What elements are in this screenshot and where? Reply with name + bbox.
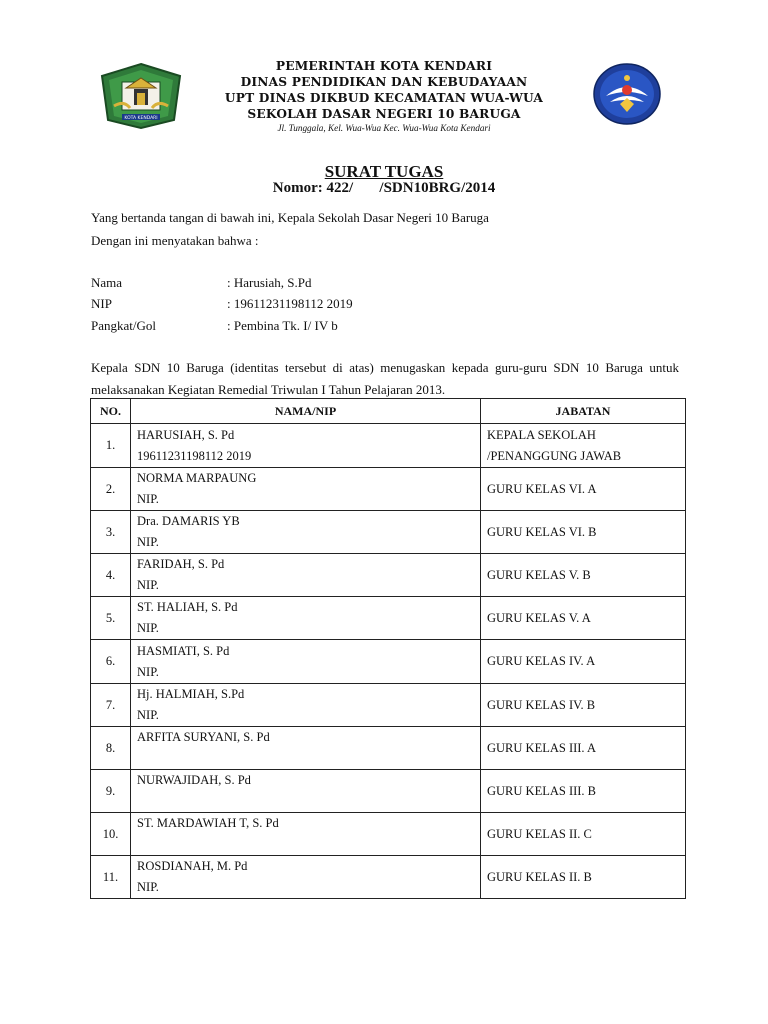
row-jabatan-line-1: GURU KELAS VI. B [487,524,597,539]
assignment-table [90,398,686,899]
row-number: 10. [91,813,131,856]
row-nip: NIP. [137,880,159,894]
assignment-paragraph: Kepala SDN 10 Baruga (identitas tersebut di atas) menugaskan kepada guru-guru SDN 10 Baruga untuk melaksanakan Kegiatan Remedial Triwulan I Tahun Pelajaran 2013. [91,360,679,397]
row-jabatan-line-1: GURU KELAS IV. A [487,654,596,668]
row-jabatan-line-1: GURU KELAS IV. B [487,697,596,712]
row-nama-nip [131,511,481,554]
logo-caption: KOTA KENDARI [124,116,158,121]
row-number: 9. [91,770,131,813]
row-nama-nip [131,424,481,468]
row-jabatan [481,511,686,554]
row-jabatan [481,856,686,899]
table-row [91,468,686,511]
field-label-nama: Nama [91,275,123,290]
row-number: 8. [91,727,131,770]
row-nama-nip [131,640,481,684]
row-nip [137,834,474,855]
letterhead [190,58,578,135]
field-value-pangkat: : Pembina Tk. I/ IV b [227,318,338,333]
letterhead-line-3: UPT DINAS DIKBUD KECAMATAN WUA-WUA [224,91,544,105]
row-jabatan [481,468,686,511]
row-number: 3. [91,511,131,554]
row-jabatan [481,684,686,727]
field-label-nip: NIP [91,296,112,311]
row-nama: ARFITA SURYANI, S. Pd [137,730,270,744]
field-value-nama: : Harusiah, S.Pd [227,275,312,290]
row-nama-nip [131,727,481,770]
row-jabatan [481,813,686,856]
row-number: 2. [91,468,131,511]
row-nip: 19611231198112 2019 [137,448,252,463]
letterhead-line-4: SEKOLAH DASAR NEGERI 10 BARUGA [247,107,521,121]
row-nama: Dra. DAMARIS YB [137,514,240,528]
field-value-nip: : 19611231198112 2019 [227,296,353,311]
row-nama: HASMIATI, S. Pd [137,643,230,658]
table-row [91,727,686,770]
letterhead-line-1: PEMERINTAH KOTA KENDARI [275,59,493,73]
table-body [91,424,686,899]
letterhead-address: Jl. Tunggala, Kel. Wua-Wua Kec. Wua-Wua Kota Kendari [277,123,491,133]
row-nama-nip [131,684,481,727]
row-nip: NIP. [137,492,159,506]
row-nip [137,791,474,812]
table-row [91,684,686,727]
row-number: 4. [91,554,131,597]
row-nip: NIP. [137,535,159,549]
row-jabatan [481,554,686,597]
row-jabatan [481,597,686,640]
row-number: 1. [91,424,131,468]
row-nama: ROSDIANAH, M. Pd [137,859,248,873]
table-row [91,640,686,684]
row-jabatan [481,770,686,813]
kota-kendari-logo-icon [100,62,182,130]
table-row [91,597,686,640]
row-jabatan-line-1: KEPALA SEKOLAH [487,427,596,442]
row-jabatan-line-2: /PENANGGUNG JAWAB [487,448,622,463]
row-nama: ST. HALIAH, S. Pd [137,600,238,614]
tut-wuri-handayani-logo-icon [592,62,662,126]
row-nama-nip [131,597,481,640]
table-row [91,424,686,468]
row-jabatan-line-1: GURU KELAS III. B [487,783,597,798]
table-row [91,813,686,856]
row-nama: HARUSIAH, S. Pd [137,427,235,442]
row-jabatan-line-1: GURU KELAS II. C [487,826,592,841]
row-nama: Hj. HALMIAH, S.Pd [137,687,245,701]
row-nama-nip [131,856,481,899]
row-nama-nip [131,468,481,511]
header-no: NO. [91,399,131,424]
row-nama: FARIDAH, S. Pd [137,557,225,571]
row-nip [137,748,474,769]
row-nip: NIP. [137,664,159,679]
intro-line-1: Yang bertanda tangan di bawah ini, Kepala Sekolah Dasar Negeri 10 Baruga [91,210,489,225]
row-jabatan-line-1: GURU KELAS V. A [487,610,591,625]
row-number: 7. [91,684,131,727]
row-nama: NORMA MARPAUNG [137,471,257,485]
header-jabatan: JABATAN [481,399,686,424]
row-jabatan-line-1: GURU KELAS VI. A [487,481,597,496]
table-row [91,856,686,899]
row-number: 11. [91,856,131,899]
row-nip: NIP. [137,578,159,592]
row-nama-nip [131,770,481,813]
row-jabatan [481,424,686,468]
intro-line-2: Dengan ini menyatakan bahwa : [91,233,259,248]
table-row [91,770,686,813]
document-title: SURAT TUGAS [324,162,444,181]
row-nama: ST. MARDAWIAH T, S. Pd [137,816,279,830]
row-nama-nip [131,813,481,856]
header-nama-nip: NAMA/NIP [131,399,481,424]
row-nama: NURWAJIDAH, S. Pd [137,773,251,787]
table-row [91,554,686,597]
table-row [91,511,686,554]
row-number: 6. [91,640,131,684]
field-label-pangkat: Pangkat/Gol [91,318,156,333]
row-jabatan-line-1: GURU KELAS III. A [487,740,597,755]
letterhead-line-2: DINAS PENDIDIKAN DAN KEBUDAYAAN [240,75,528,89]
row-nama-nip [131,554,481,597]
row-nip: NIP. [137,621,159,635]
row-number: 5. [91,597,131,640]
row-jabatan-line-1: GURU KELAS II. B [487,869,592,884]
row-jabatan [481,640,686,684]
row-jabatan-line-1: GURU KELAS V. B [487,567,591,582]
document-number: Nomor: 422/ /SDN10BRG/2014 [272,180,496,196]
row-jabatan [481,727,686,770]
row-nip: NIP. [137,708,159,722]
